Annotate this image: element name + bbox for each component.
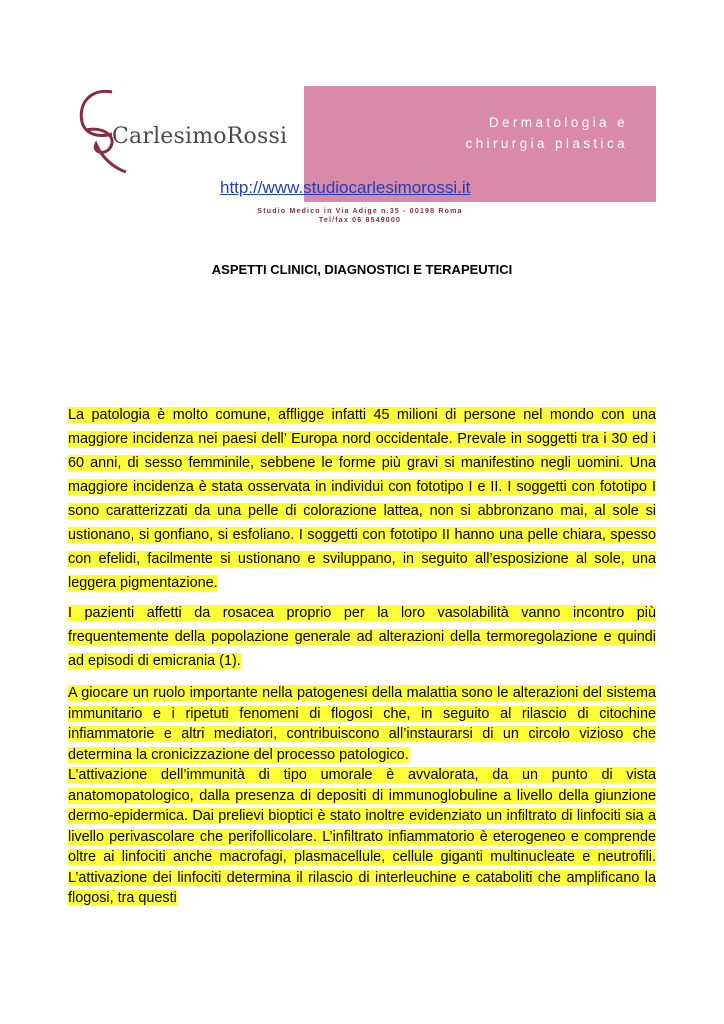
document-body [68, 403, 656, 909]
logo-text: CarlesimoRossi [112, 124, 288, 149]
address-block [150, 207, 570, 225]
paragraph-1-text: La patologia è molto comune, affligge infatti 45 milioni di persone nel mondo con una maggiore incidenza nei paesi dell’ Europa nord occidentale. Prevale in soggetti tra i 30 ed i 60 anni, di sesso femminile, sebbene le forme più gravi si manifestino negli uomini. Una maggiore incidenza è stata osservata in individui con fototipo I e II. I soggetti con fototipo I sono caratterizzati da una pelle di colorazione lattea, non si abbronzano mai, al sole si ustionano, si gonfiano, si esfoliano. I soggetti con fototipo II hanno una pelle chiara, spesso con efelidi, facilmente si ustionano e sviluppano, in seguito all’esposizione al sole, una leggera pigmentazione. [68, 407, 656, 591]
paragraph-1 [68, 403, 656, 595]
paragraph-3-text: A giocare un ruolo importante nella patogenesi della malattia sono le alterazioni del sistema immunitario e i ripetuti fenomeni di flogosi che, in seguito al rilascio di citochine infiammatorie e altri mediatori, contribuiscono all’instaurarsi di un circolo vizioso che determina la cronicizzazione del processo patologico. [68, 685, 656, 763]
paragraph-3 [68, 683, 656, 765]
tagline-line-2: chirurgia plastica [465, 136, 628, 151]
paragraph-2 [68, 601, 656, 673]
address-line-2: Tel/fax 06 8549000 [318, 217, 402, 224]
tagline-line-1: Dermatologia e [488, 115, 628, 130]
tagline [428, 112, 628, 154]
paragraph-4-text: L’attivazione dell’immunità di tipo umorale è avvalorata, da un punto di vista anatomopatologico, dalla presenza di depositi di immunoglobuline a livello della giunzione dermo-epidermica. Dai prelievi bioptici è stato inoltre evidenziato un infiltrato di linfociti sia a livello perivascolare che perifollicolare. L’infiltrato infiammatorio è eterogeneo e comprende oltre ai linfociti anche macrofagi, plasmacellule, cellule giganti multinucleate e neutrofili. L’attivazione dei linfociti determina il rilascio di interleuchine e cataboliti che amplificano la flogosi, tra questi [68, 767, 656, 906]
paragraph-2-text: I pazienti affetti da rosacea proprio per la loro vasolabilità vanno incontro più frequentemente della popolazione generale ad alterazioni della termoregolazione e quindi ad episodi di emicrania (1). [68, 605, 656, 669]
address-line-1: Studio Medico in Via Adige n.35 - 00198 Roma [257, 208, 463, 215]
document-title: ASPETTI CLINICI, DIAGNOSTICI E TERAPEUTICI [211, 262, 513, 277]
website-link[interactable]: http://www.studiocarlesimorossi.it [220, 178, 471, 197]
paragraph-4 [68, 765, 656, 909]
